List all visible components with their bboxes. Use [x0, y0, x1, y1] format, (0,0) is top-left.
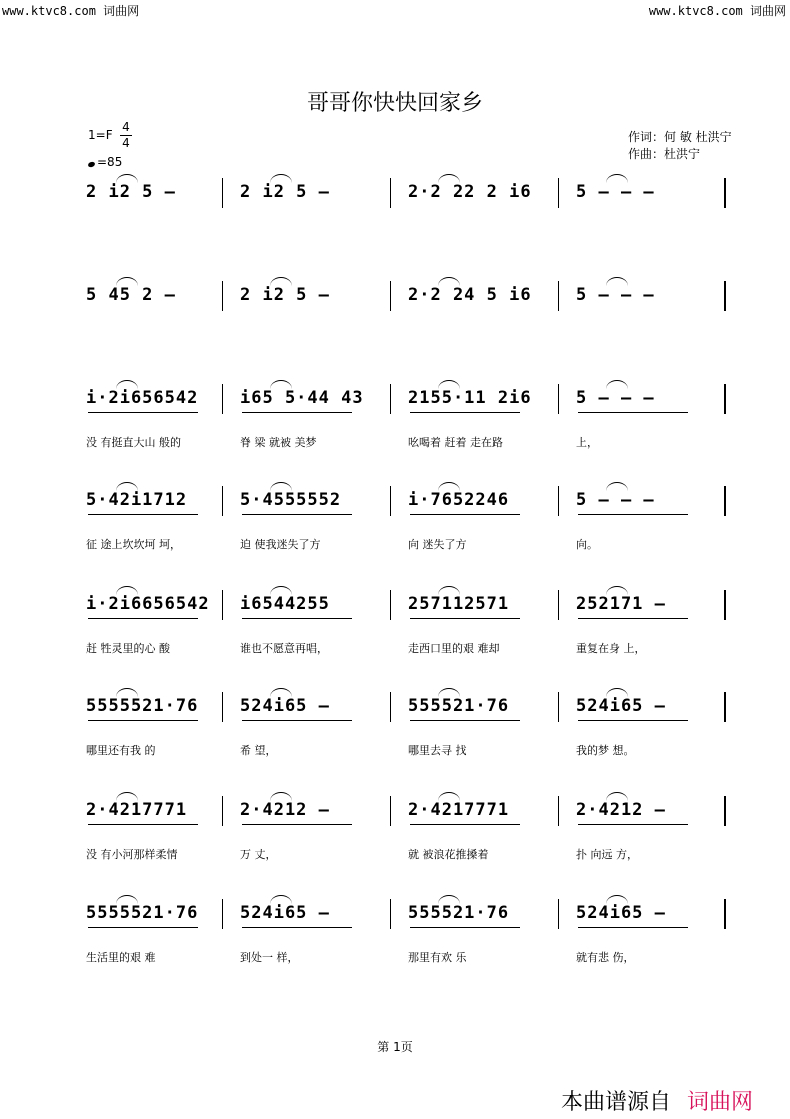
- quarter-note-icon: [87, 161, 95, 168]
- beam-line: [578, 720, 688, 721]
- lyric-line: 希 望，: [240, 744, 277, 757]
- lyric-line: 哪里还有我 的: [86, 744, 156, 757]
- page-number: 第 1页: [377, 1040, 413, 1054]
- barline: [390, 899, 391, 929]
- lyric-line: 我的梦 想。: [576, 744, 635, 757]
- measure: 524i65 –: [576, 696, 666, 716]
- slur: [270, 174, 292, 183]
- slur: [270, 895, 292, 904]
- beam-line: [410, 720, 520, 721]
- song-title: 哥哥你快快回家乡: [306, 91, 483, 116]
- measure: 5 – – –: [576, 285, 655, 305]
- beam-line: [88, 618, 198, 619]
- barline: [724, 692, 726, 722]
- slur: [270, 688, 292, 697]
- slur: [438, 174, 460, 183]
- slur: [116, 380, 138, 389]
- barline: [558, 796, 559, 826]
- measure: i·2i6656542: [86, 594, 210, 614]
- beam-line: [578, 824, 688, 825]
- beam-line: [88, 514, 198, 515]
- tempo-marking: =85: [88, 155, 122, 169]
- lyric-line: 脊 梁 就被 美梦: [240, 436, 317, 449]
- measure: 5 – – –: [576, 490, 655, 510]
- beam-line: [242, 618, 352, 619]
- beam-line: [578, 514, 688, 515]
- lyric-line: 赶 牲灵里的心 酸: [86, 642, 170, 655]
- footer-text: 本曲谱源自: [561, 1090, 672, 1115]
- slur: [438, 380, 460, 389]
- barline: [724, 899, 726, 929]
- measure: 5 – – –: [576, 182, 655, 202]
- lyric-line: 到处一 样，: [240, 951, 299, 964]
- barline: [558, 281, 559, 311]
- measure: 555521·76: [408, 903, 510, 923]
- beam-line: [88, 824, 198, 825]
- slur: [116, 277, 138, 286]
- lyric-line: 那里有欢 乐: [408, 951, 467, 964]
- measure: i65 5·44 43: [240, 388, 364, 408]
- barline: [724, 178, 726, 208]
- slur: [116, 482, 138, 491]
- measure: 2 i2 5 –: [240, 285, 330, 305]
- barline: [390, 692, 391, 722]
- measure: 2·2 24 5 i6: [408, 285, 532, 305]
- beam-line: [88, 412, 198, 413]
- slur: [116, 586, 138, 595]
- measure: 5·4555552: [240, 490, 342, 510]
- lyric-line: 向 迷失了方: [408, 538, 467, 551]
- composer-credit: 作曲：杜洪宁: [628, 147, 701, 161]
- slur: [438, 895, 460, 904]
- slur: [606, 277, 628, 286]
- barline: [390, 590, 391, 620]
- barline: [558, 486, 559, 516]
- measure: 524i65 –: [240, 696, 330, 716]
- measure: 2 i2 5 –: [86, 182, 176, 202]
- time-signature: [120, 120, 132, 151]
- barline: [724, 281, 726, 311]
- barline: [558, 590, 559, 620]
- beam-line: [88, 720, 198, 721]
- barline: [390, 281, 391, 311]
- barline: [724, 486, 726, 516]
- site-watermark-right: www.ktvc8.com 词曲网: [648, 4, 786, 18]
- lyric-line: 万 丈，: [240, 848, 277, 861]
- beam-line: [578, 927, 688, 928]
- slur: [606, 174, 628, 183]
- lyric-line: 上，: [576, 436, 598, 449]
- source-footer: [561, 1085, 753, 1116]
- measure: 5·42i1712: [86, 490, 188, 510]
- lyric-line: 就有悲 伤，: [576, 951, 635, 964]
- barline: [390, 384, 391, 414]
- beam-line: [410, 618, 520, 619]
- measure: 5 45 2 –: [86, 285, 176, 305]
- barline: [390, 796, 391, 826]
- lyricist-credit: 作词：何 敏 杜洪宁: [628, 130, 732, 144]
- beam-line: [242, 824, 352, 825]
- slur: [606, 380, 628, 389]
- footer-brand: 词曲网: [687, 1090, 754, 1115]
- measure: 5 – – –: [576, 388, 655, 408]
- slur: [438, 688, 460, 697]
- measure: 524i65 –: [576, 903, 666, 923]
- beam-line: [88, 927, 198, 928]
- measure: 257112571: [408, 594, 510, 614]
- lyric-line: 哪里去寻 找: [408, 744, 467, 757]
- barline: [222, 384, 223, 414]
- beam-line: [410, 927, 520, 928]
- lyric-line: 走西口里的艰 难却: [408, 642, 500, 655]
- barline: [724, 384, 726, 414]
- measure: 252171 –: [576, 594, 666, 614]
- lyric-line: 谁也不愿意再唱，: [240, 642, 328, 655]
- slur: [606, 688, 628, 697]
- barline: [390, 486, 391, 516]
- measure: 2·4212 –: [240, 800, 330, 820]
- measure: i·2i656542: [86, 388, 199, 408]
- slur: [438, 277, 460, 286]
- barline: [558, 178, 559, 208]
- slur: [438, 792, 460, 801]
- slur: [116, 688, 138, 697]
- lyric-line: 扑 向远 方，: [576, 848, 638, 861]
- barline: [558, 899, 559, 929]
- barline: [558, 384, 559, 414]
- lyric-line: 征 途上坎坎坷 坷，: [86, 538, 181, 551]
- slur: [270, 482, 292, 491]
- slur: [270, 277, 292, 286]
- lyric-line: 重复在身 上，: [576, 642, 646, 655]
- barline: [222, 796, 223, 826]
- slur: [270, 792, 292, 801]
- measure: 2·4212 –: [576, 800, 666, 820]
- slur: [270, 586, 292, 595]
- slur: [116, 895, 138, 904]
- lyric-line: 没 有小河那样柔情: [86, 848, 178, 861]
- slur: [270, 380, 292, 389]
- measure: 5555521·76: [86, 696, 199, 716]
- beam-line: [242, 514, 352, 515]
- barline: [724, 590, 726, 620]
- barline: [558, 692, 559, 722]
- beam-line: [410, 412, 520, 413]
- lyric-line: 就 被浪花推搡着: [408, 848, 489, 861]
- slur: [606, 895, 628, 904]
- slur: [606, 586, 628, 595]
- measure: i6544255: [240, 594, 330, 614]
- measure: 2·2 22 2 i6: [408, 182, 532, 202]
- lyric-line: 没 有挺直大山 般的: [86, 436, 181, 449]
- site-watermark-left: www.ktvc8.com 词曲网: [2, 4, 140, 18]
- measure: 2155·11 2i6: [408, 388, 532, 408]
- slur: [116, 792, 138, 801]
- beam-line: [578, 618, 688, 619]
- slur: [438, 586, 460, 595]
- barline: [222, 178, 223, 208]
- lyric-line: 向。: [576, 538, 598, 551]
- slur: [438, 482, 460, 491]
- lyric-line: 吆喝着 赶着 走在路: [408, 436, 503, 449]
- beam-line: [578, 412, 688, 413]
- barline: [724, 796, 726, 826]
- slur: [606, 482, 628, 491]
- beam-line: [410, 514, 520, 515]
- measure: i·7652246: [408, 490, 510, 510]
- time-signature-bottom: 4: [122, 136, 130, 150]
- time-signature-top: 4: [122, 120, 130, 134]
- beam-line: [242, 720, 352, 721]
- beam-line: [242, 927, 352, 928]
- measure: 555521·76: [408, 696, 510, 716]
- key-signature: 1=F: [88, 128, 113, 142]
- measure: 2·4217771: [86, 800, 188, 820]
- barline: [222, 486, 223, 516]
- lyric-line: 生活里的艰 难: [86, 951, 156, 964]
- barline: [222, 590, 223, 620]
- beam-line: [410, 824, 520, 825]
- barline: [222, 899, 223, 929]
- barline: [222, 281, 223, 311]
- slur: [606, 792, 628, 801]
- barline: [390, 178, 391, 208]
- slur: [116, 174, 138, 183]
- measure: 2 i2 5 –: [240, 182, 330, 202]
- beam-line: [242, 412, 352, 413]
- measure: 5555521·76: [86, 903, 199, 923]
- lyric-line: 迫 使我迷失了方: [240, 538, 321, 551]
- barline: [222, 692, 223, 722]
- measure: 524i65 –: [240, 903, 330, 923]
- measure: 2·4217771: [408, 800, 510, 820]
